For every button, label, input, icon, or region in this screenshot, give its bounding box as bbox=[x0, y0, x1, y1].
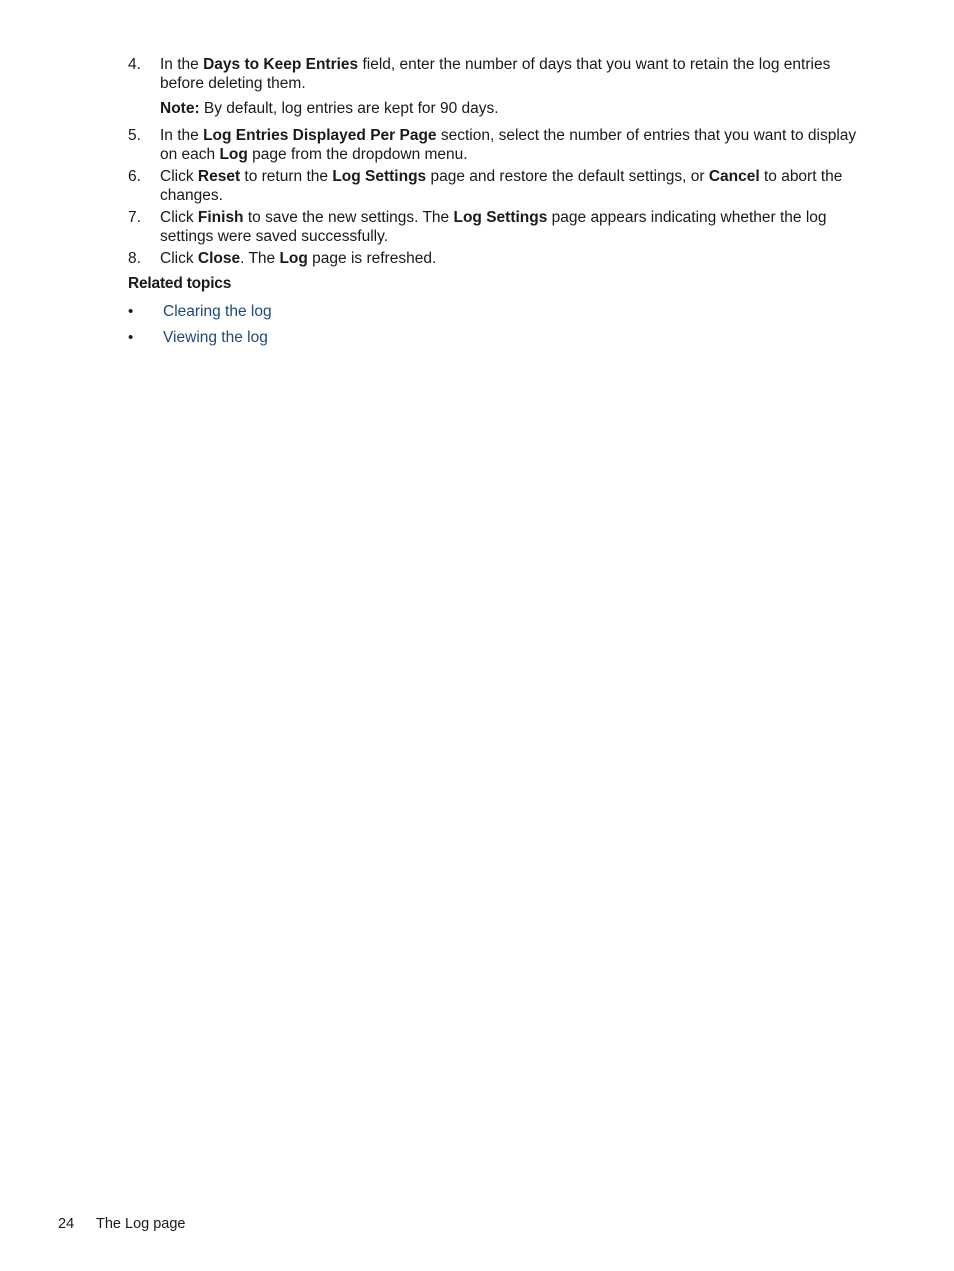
step-text: Click Close. The Log page is refreshed. bbox=[160, 250, 437, 267]
link-clearing-the-log[interactable]: Clearing the log bbox=[163, 303, 272, 320]
note bbox=[160, 99, 868, 118]
section-title: The Log page bbox=[96, 1216, 186, 1232]
page-footer bbox=[58, 1215, 186, 1233]
keyword-cancel: Cancel bbox=[708, 168, 760, 185]
step-text: Click Finish to save the new settings. The Log Settings page appears indicating whether the log settings were saved successfully. bbox=[160, 209, 827, 245]
step-number: 5. bbox=[128, 127, 141, 144]
list-item bbox=[128, 327, 868, 353]
list-item bbox=[128, 301, 868, 327]
procedure-steps bbox=[128, 55, 868, 268]
step-text: In the Log Entries Displayed Per Page section, select the number of entries that you want to display on each Log page from the dropdown menu. bbox=[160, 127, 857, 163]
step-5 bbox=[128, 126, 868, 164]
bullet-icon: • bbox=[128, 329, 134, 346]
note-text: By default, log entries are kept for 90 days. bbox=[199, 100, 499, 117]
keyword-log: Log bbox=[219, 146, 248, 163]
step-number: 7. bbox=[128, 209, 141, 226]
bullet-icon: • bbox=[128, 303, 134, 320]
keyword-log-settings: Log Settings bbox=[453, 209, 548, 226]
step-number: 4. bbox=[128, 56, 141, 73]
keyword-close: Close bbox=[197, 250, 241, 267]
step-4 bbox=[128, 55, 868, 118]
step-8 bbox=[128, 249, 868, 268]
keyword-log-entries-displayed-per-page: Log Entries Displayed Per Page bbox=[203, 127, 437, 144]
step-7 bbox=[128, 208, 868, 246]
main-content bbox=[128, 55, 868, 353]
step-6 bbox=[128, 167, 868, 205]
keyword-log: Log bbox=[279, 250, 308, 267]
note-label: Note: bbox=[160, 100, 200, 117]
related-topics-list bbox=[128, 301, 868, 353]
link-viewing-the-log[interactable]: Viewing the log bbox=[163, 329, 268, 346]
step-number: 8. bbox=[128, 250, 141, 267]
step-text: Click Reset to return the Log Settings page and restore the default settings, or Cancel to abort the changes. bbox=[160, 168, 843, 204]
step-text: In the Days to Keep Entries field, enter the number of days that you want to retain the log entries before deleting them. bbox=[160, 56, 831, 92]
keyword-days-to-keep-entries: Days to Keep Entries bbox=[203, 56, 359, 73]
related-topics-heading: Related topics bbox=[128, 275, 232, 292]
keyword-log-settings: Log Settings bbox=[332, 168, 427, 185]
keyword-reset: Reset bbox=[197, 168, 241, 185]
page-number: 24 bbox=[58, 1216, 75, 1232]
keyword-finish: Finish bbox=[197, 209, 244, 226]
step-number: 6. bbox=[128, 168, 141, 185]
